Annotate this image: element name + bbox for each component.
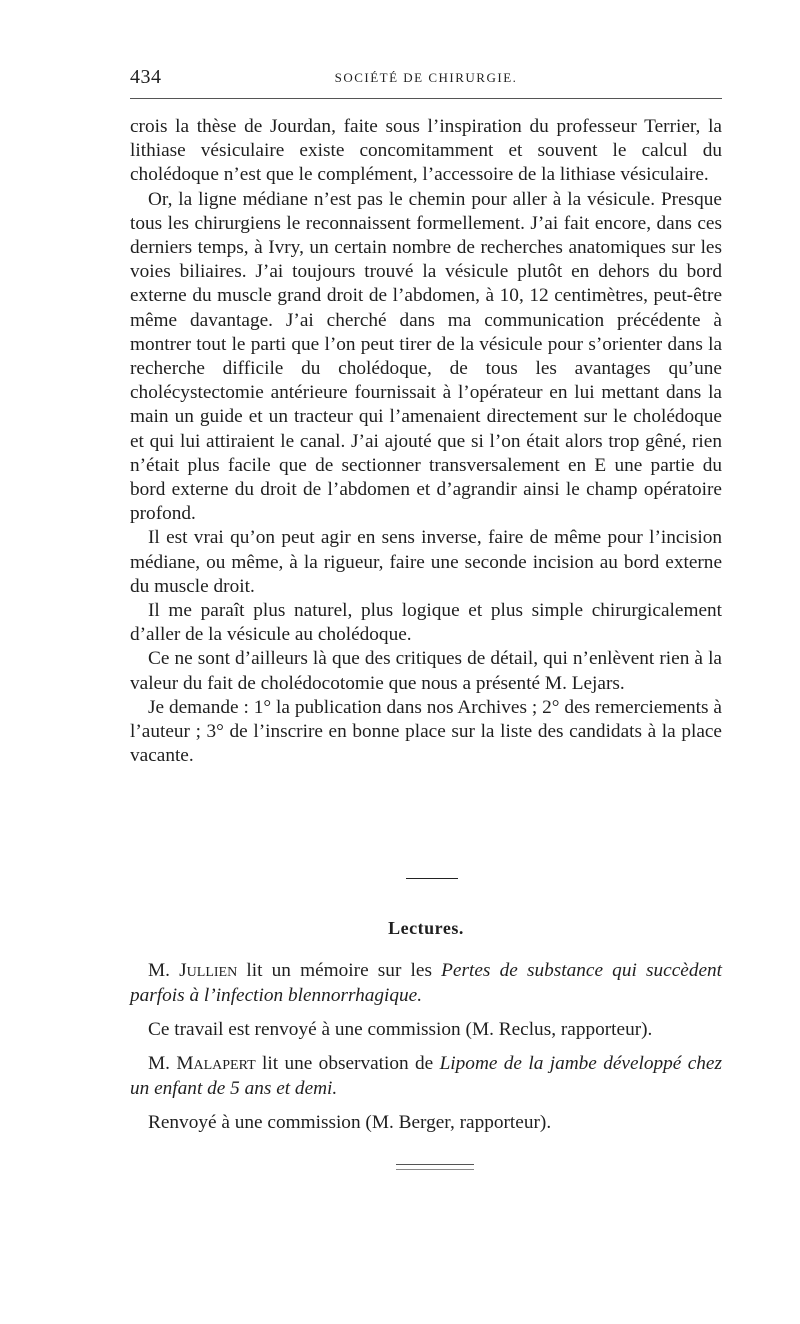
paragraph: Il me paraît plus naturel, plus logique et plus simple chirurgicalement d’aller de la vésicule au cholédoque. (130, 600, 722, 646)
reading-prefix: M. (148, 960, 170, 981)
page-number: 434 (130, 66, 162, 88)
paragraph: Ce ne sont d’ailleurs là que des critiques de détail, qui n’enlèvent rien à la valeur du fait de cholédocotomie que nous a présenté M. Lejars. (130, 648, 722, 694)
paragraph: Je demande : 1° la publication dans nos Archives ; 2° des remerciements à l’auteur ; 3° de l’inscrire en bonne place sur la liste des candidats à la place vacante. (130, 696, 722, 767)
reading-followup: Renvoyé à une commission (M. Berger, rapporteur). (148, 1112, 552, 1133)
paragraph: crois la thèse de Jourdan, faite sous l’inspiration du professeur Terrier, la lithiase vésiculaire existe concomitamment et souvent le calcul du cholédoque n’est que le complément, l’accessoire de la lithiase vésiculaire. (130, 116, 722, 186)
header-divider (130, 98, 722, 99)
reading-text: lit une observation de (262, 1053, 434, 1074)
author-name: Malapert (176, 1053, 256, 1074)
paragraph: Or, la ligne médiane n’est pas le chemin pour aller à la vésicule. Presque tous les chirurgiens le reconnaissent formellement. J’ai fait encore, dans ces derniers temps, à Ivry, un certain nombre de recherches anatomiques sur les voies biliaires. J’ai toujours trouvé la vésicule plutôt en dehors du bord externe du muscle grand droit de l’abdomen, à 10, 12 centimètres, peut-être même davantage. J’ai cherché dans ma communication précédente à montrer tout le parti que l’on peut tirer de la vésicule pour s’orienter dans la recherche difficile du cholédoque, de tous les avantages qu’une cholécystectomie antérieure fournissait à l’opérateur en lui mettant dans la main un guide et un tracteur qui l’amenaient directement sur le cholédoque et qui lui attiraient le canal. J’ai ajouté que si l’on était alors trop gêné, rien n’était plus facile que de sectionner transversalement en E une partie du bord externe du droit de l’abdomen et d’agrandir ainsi le champ opératoire profond. (130, 188, 722, 525)
body-text (130, 115, 722, 768)
section-heading: Lectures. (388, 918, 464, 938)
reading-followup: Ce travail est renvoyé à une commission (M. Reclus, rapporteur). (148, 1019, 653, 1040)
reading-text: lit un mémoire sur les (246, 960, 432, 981)
reading-entry (130, 1051, 722, 1101)
reading-prefix: M. (148, 1053, 170, 1074)
page-header (130, 66, 722, 92)
section-separator (406, 878, 458, 879)
running-title: SOCIÉTÉ DE CHIRURGIE. (334, 70, 518, 85)
readings-section (130, 958, 722, 1144)
reading-entry (130, 958, 722, 1008)
author-name: Jullien (179, 960, 238, 981)
paragraph: Il est vrai qu’on peut agir en sens inverse, faire de même pour l’incision médiane, ou même, à la rigueur, faire une seconde incision au bord externe du muscle droit. (130, 527, 722, 597)
reading-title: Pertes de substance qui succèdent parfois à l’infection blennorrhagique. (130, 960, 723, 1006)
end-ornament (396, 1164, 474, 1170)
reading-title: Lipome de la jambe développé chez un enfant de 5 ans et demi. (130, 1053, 722, 1099)
